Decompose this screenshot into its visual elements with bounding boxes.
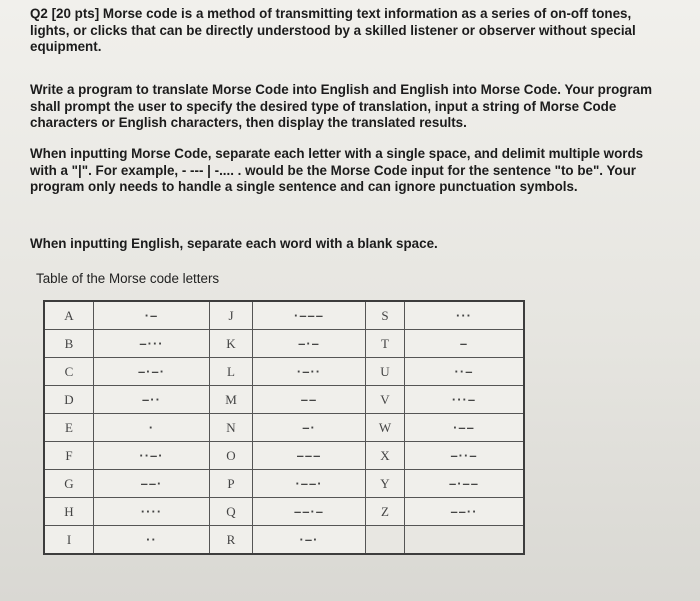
task-paragraph: Write a program to translate Morse Code into English and English into Morse Code. Your program shall prompt the user to specify the desired type of translation, input a string of Morse Code characters or English characters, then display the translated results. <box>30 82 652 130</box>
letter-cell: J <box>210 301 253 330</box>
morse-cell: –·–– <box>405 470 525 498</box>
letter-cell: D <box>44 386 94 414</box>
letter-cell: A <box>44 301 94 330</box>
letter-cell: K <box>210 330 253 358</box>
letter-cell: B <box>44 330 94 358</box>
morse-cell: –·–· <box>94 358 210 386</box>
letter-cell: R <box>210 526 253 555</box>
morse-cell: · <box>94 414 210 442</box>
morse-cell: –··· <box>94 330 210 358</box>
letter-cell: H <box>44 498 94 526</box>
letter-cell: Z <box>366 498 405 526</box>
letter-cell: C <box>44 358 94 386</box>
letter-cell: Y <box>366 470 405 498</box>
letter-cell: P <box>210 470 253 498</box>
morse-cell: –·· <box>94 386 210 414</box>
letter-cell: U <box>366 358 405 386</box>
table-row <box>44 386 524 414</box>
morse-input-paragraph: When inputting Morse Code, separate each letter with a single space, and delimit multiple words with a "|". For example, - --- | -.... . would be the Morse Code input for the sentence "to be". Your program only needs to handle a single sentence and can ignore punctuation symbols. <box>30 146 644 194</box>
morse-cell: ···– <box>405 386 525 414</box>
letter-cell: N <box>210 414 253 442</box>
morse-cell: ·– <box>94 301 210 330</box>
morse-cell: –· <box>253 414 366 442</box>
letter-cell: E <box>44 414 94 442</box>
morse-cell: –··– <box>405 442 525 470</box>
morse-cell: ––·– <box>253 498 366 526</box>
table-row <box>44 498 524 526</box>
morse-code-table <box>43 300 525 555</box>
letter-cell: S <box>366 301 405 330</box>
morse-cell: ··· <box>405 301 525 330</box>
morse-cell: ·· <box>94 526 210 555</box>
letter-cell: O <box>210 442 253 470</box>
letter-cell: I <box>44 526 94 555</box>
letter-cell: W <box>366 414 405 442</box>
morse-cell: ·–· <box>253 526 366 555</box>
english-input-paragraph: When inputting English, separate each word with a blank space. <box>30 236 438 251</box>
table-row <box>44 358 524 386</box>
table-row <box>44 526 524 555</box>
morse-cell: ––– <box>253 442 366 470</box>
letter-cell: M <box>210 386 253 414</box>
morse-cell: ·––· <box>253 470 366 498</box>
letter-cell: F <box>44 442 94 470</box>
letter-cell <box>366 526 405 555</box>
morse-cell: ––·· <box>405 498 525 526</box>
letter-cell: T <box>366 330 405 358</box>
intro-text: Morse code is a method of transmitting text information as a series of on-off tones, lights, or clicks that can be directly understood by a skilled listener or observer without special equipment. <box>30 6 636 54</box>
morse-cell: ···· <box>94 498 210 526</box>
morse-cell: ··– <box>405 358 525 386</box>
morse-cell: ·––– <box>253 301 366 330</box>
letter-cell: G <box>44 470 94 498</box>
letter-cell: Q <box>210 498 253 526</box>
morse-cell <box>405 526 525 555</box>
table-row <box>44 414 524 442</box>
table-row <box>44 301 524 330</box>
morse-cell: ·–– <box>405 414 525 442</box>
morse-cell: –·– <box>253 330 366 358</box>
question-intro-paragraph <box>30 6 670 56</box>
morse-cell: ··–· <box>94 442 210 470</box>
morse-cell: – <box>405 330 525 358</box>
table-row <box>44 330 524 358</box>
letter-cell: L <box>210 358 253 386</box>
morse-cell: –– <box>253 386 366 414</box>
morse-cell: ·–·· <box>253 358 366 386</box>
letter-cell: V <box>366 386 405 414</box>
table-row <box>44 442 524 470</box>
table-row <box>44 470 524 498</box>
letter-cell: X <box>366 442 405 470</box>
table-caption: Table of the Morse code letters <box>36 271 220 286</box>
question-heading: Q2 [20 pts] <box>30 6 100 21</box>
morse-cell: ––· <box>94 470 210 498</box>
